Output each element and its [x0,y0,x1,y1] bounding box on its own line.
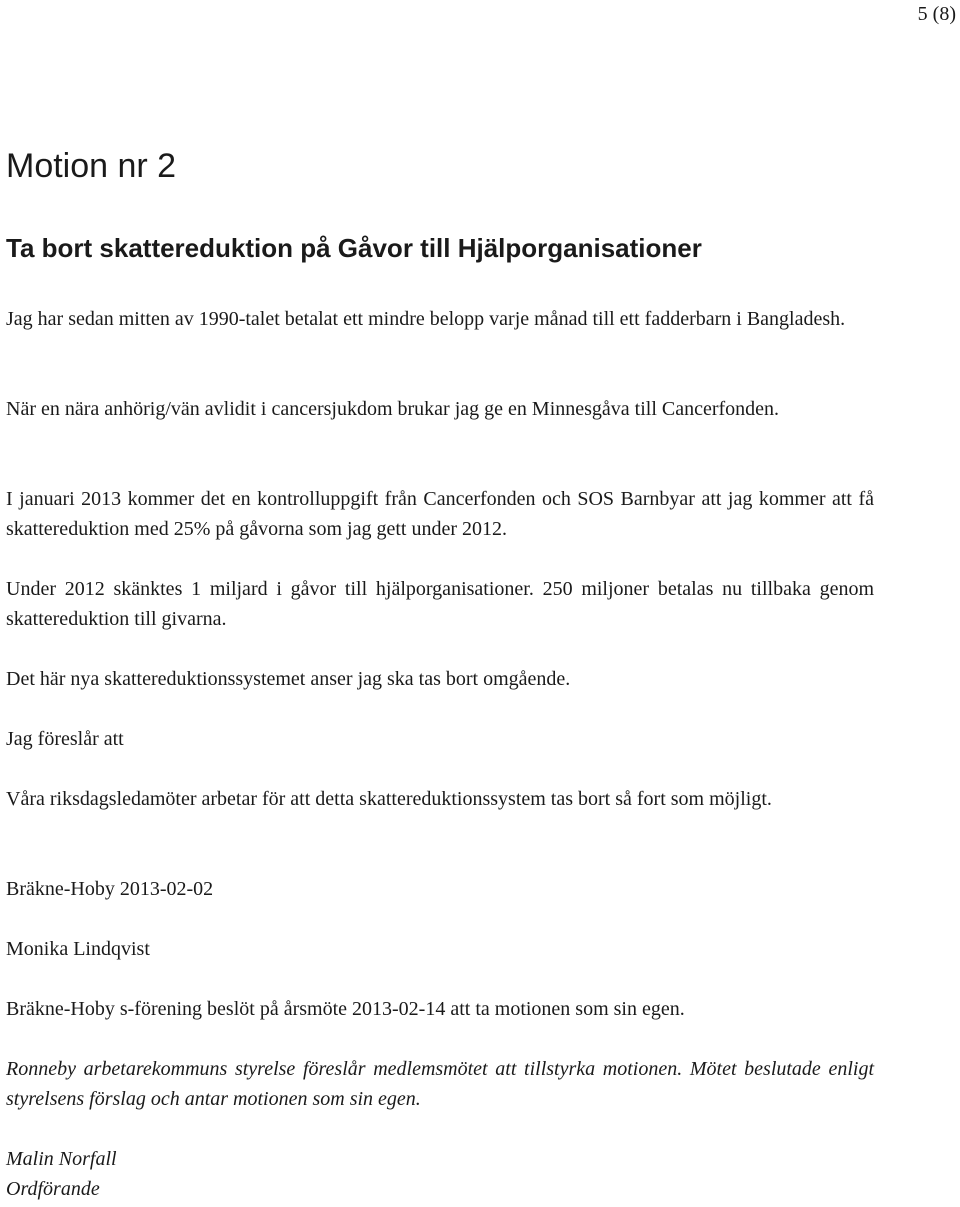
page-number: 5 (8) [917,3,956,25]
paragraph-fadderbarn: Jag har sedan mitten av 1990-talet betalat ett mindre belopp varje månad till ett fadderbarn i Bangladesh. [6,308,846,330]
paragraph-anser: Det här nya skattereduktionssystemet anser jag ska tas bort omgående. [6,668,571,690]
document-title: Motion nr 2 [6,147,177,185]
paragraph-styrelse-beslut: Ronneby arbetarekommuns styrelse föreslår medlemsmötet att tillstyrka motionen. Mötet beslutade enligt styrelsens förslag och antar motionen som sin egen. [6,1058,874,1110]
paragraph-kontrolluppgift: I januari 2013 kommer det en kontrolluppgift från Cancerfonden och SOS Barnbyar att jag kommer att få skattereduktion med 25% på gåvorna som jag gett under 2012. [6,488,874,540]
author-name: Monika Lindqvist [6,938,150,960]
signature-name: Malin Norfall [6,1148,117,1170]
paragraph-foreslar: Jag föreslår att [6,728,124,750]
paragraph-gavor-2012: Under 2012 skänktes 1 miljard i gåvor till hjälporganisationer. 250 miljoner betalas nu tillbaka genom skattereduktion till givarna. [6,578,874,630]
paragraph-minnesgava: När en nära anhörig/vän avlidit i cancersjukdom brukar jag ge en Minnesgåva till Cancerfonden. [6,398,780,420]
place-date: Bräkne-Hoby 2013-02-02 [6,878,214,900]
signature-role: Ordförande [6,1178,100,1200]
paragraph-yrkande: Våra riksdagsledamöter arbetar för att detta skattereduktionssystem tas bort så fort som möjligt. [6,788,772,810]
document-subtitle: Ta bort skattereduktion på Gåvor till Hjälporganisationer [6,233,702,263]
paragraph-s-forening: Bräkne-Hoby s-förening beslöt på årsmöte 2013-02-14 att ta motionen som sin egen. [6,998,685,1020]
